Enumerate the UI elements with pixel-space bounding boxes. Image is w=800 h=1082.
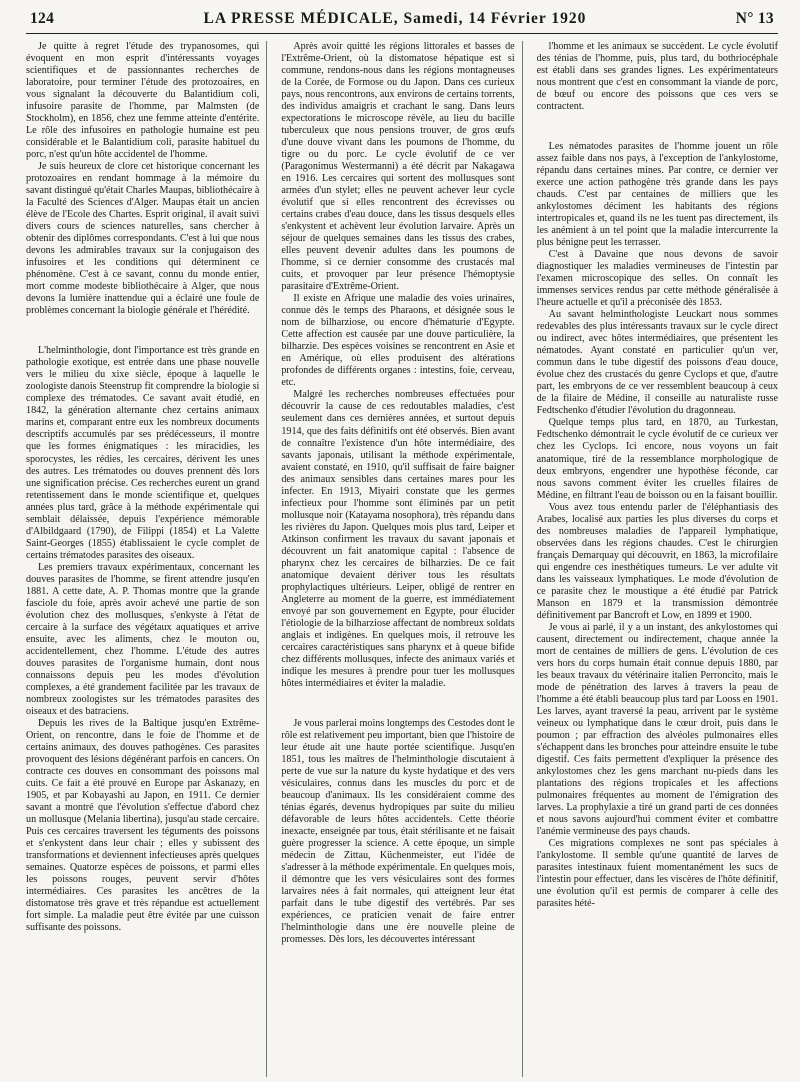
paragraph: Ces migrations complexes ne sont pas spéciales à l'ankylostome. Il semble qu'une quantité de larves de parasites intestinaux fuient momentanément les sucs de l'intestin pour effectuer, dans les viscères de l'hôte définitif, une évolution qu'il est permis de comparer à celle des parasites hété- <box>536 838 778 910</box>
column-1 <box>26 41 267 1077</box>
paragraph: Je vous parlerai moins longtemps des Cestodes dont le rôle est relativement peu important, bien que l'histoire de leur étude ait une haute portée scientifique. Jusqu'en 1851, tous les maîtres de l'helminthologie discutaient à perte de vue sur la nature du kyste hydatique et des vers vésiculaires, connus dans les muscles du porc et de beaucoup d'animaux. Ils les considéraient comme des ténias égarés, devenus hydropiques par suite du milieu défavorable de leurs hôtes accidentels. Cette théorie inexacte, enseignée par tous, était stérilisante et ne faisait guère progresser la science. A cette époque, un simple médecin de Zittau, Küchenmeister, eut l'idée de s'adresser à la méthode expérimentale. En quelques mois, il démontre que les vers vésiculaires sont des formes larvaires nées à fait normales, qui atteignent leur état parfait dans le tube digestif des vertébrés. Par ses expériences, ce praticien venait de faire entrer l'helminthologie dans une ère nouvelle pleine de promesses. Dès lors, les découvertes intéressant <box>281 717 515 946</box>
paragraph: Je quitte à regret l'étude des trypanosomes, qui évoquent en mon esprit d'intéressants voyages scientifiques et de passionnantes recherches de laboratoire, pour terminer l'étude des protozoaires, en vous signalant la découverte du Balantidium coli, infusoire parasite de l'homme, par Malmsten (de Stockholm), en 1856, chez une femme atteinte d'entérite. Le rôle des infusoires en pathologie humaine est peu considérable et le Balantidium coli, parasite habituel du porc, n'est qu'un hôte accidentel de l'homme. <box>26 41 260 161</box>
paragraph: l'homme et les animaux se succèdent. Le cycle évolutif des ténias de l'homme, puis, plus tard, du bothriocéphale est établi dans ses grandes lignes. Les expérimentateurs nous montrent que c'est en consommant la viande de porc, de bœuf ou encore des poissons que ces vers se contractent. <box>536 41 778 113</box>
paragraph: Quelque temps plus tard, en 1870, au Turkestan, Fedtschenko démontrait le cycle évolutif de ce curieux ver chez les Cyclops. Ici encore, nous voyons un fait anatomique, tiré de la ressemblance morphologique de deux embryons, engendrer une hypothèse féconde, car nous savons comment éviter les cruelles filaires de Médine, en filtrant l'eau de boisson ou en la faisant bouillir. <box>536 417 778 501</box>
paragraph: Je suis heureux de clore cet historique concernant les protozoaires en rendant hommage à la mémoire du savant distingué qu'était Charles Maupas, bibliothécaire à la Faculté des Sciences d'Alger. Maupas était un ancien élève de l'Ecole des Chartes. Esprit original, il avait suivi divers cours de sciences naturelles, sans chercher à obtenir des diplômes correspondants. C'est à lui que nous devons les admirables travaux sur la conjugaison des infusoires et les conditions qui déterminent ce phénomène. C'est à ce savant, connu du monde entier, mort comme modeste bibliothécaire à Alger, que nous devons la lumière inattendue qui a éclairé une foule de problèmes concernant la biologie générale et l'hérédité. <box>26 161 260 317</box>
paragraph: Les premiers travaux expérimentaux, concernant les douves parasites de l'homme, se firent attendre jusqu'en 1881. A cette date, A. P. Thomas montre que la grande fasciole du foie, après avoir achevé une partie de son évolution chez des mollusques, s'enkyste à l'état de cercaire à la surface des végétaux aquatiques et arrive ensuite, avec les aliments, chez le mouton ou, accidentellement, chez l'homme. L'étude des autres douves parasites de l'organisme humain, dont nous connaissons depuis peu les modes d'évolution complexes, a été grandement facilitée par les travaux de nombreux zoologistes sur les trématodes parasites des oiseaux et des batraciens. <box>26 561 260 717</box>
paragraph: L'helminthologie, dont l'importance est très grande en pathologie exotique, est entrée dans une phase nouvelle vers le milieu du xixe siècle, époque à laquelle le zoologiste danois Steenstrup fit comprendre la biologie si complexe des trématodes. Ce savant avait étudié, en 1842, la génération alternante chez certains animaux marins et, comparant entre eux les nombreux documents descriptifs accumulés par ses prédécesseurs, il montre que les formes énigmatiques : les miracidies, les sporocystes, les rédies, les cercaires, dérivent les unes des autres. Les trématodes ou douves prennent dès lors une signification précise. Ces recherches eurent un grand retentissement dans le monde scientifique et, quelques années plus tard, grâce à la méthode expérimentale qui semblait délaissée, depuis l'expérience mémorable d'Albildgaard (1790), de Filippi (1854) et La Valette Saint-Georges (1855) établissaient le cycle complet de certains trématodes parasites des oiseaux. <box>26 345 260 561</box>
paragraph: Depuis les rives de la Baltique jusqu'en Extrême-Orient, on rencontre, dans le foie de l'homme et de certains animaux, des douves pathogènes. Ces parasites provoquent des lésions dégénérant parfois en cancers. On contracte ces douves en consommant des poissons mal cuits. Ce fait a été prouvé en Europe par Askanazy, en 1905, et par Kobayashi au Japon, en 1911. Ce dernier savant a montré que l'évolution s'effectue d'abord chez un mollusque (Melania libertina), jusqu'au stade cercaire. Puis ces cercaires traversent les téguments des poissons et s'enkystent dans leur chair ; elles y subissent des transformations et deviennent infectieuses après quelques semaines. Quatorze espèces de poissons, et parmi elles les poissons rouges, peuvent servir d'hôtes intermédiaires. Ces parasites les ancêtres de la distomatose très grave et très répandue est actuellement fort simple. La maladie peut être évitée par une cuisson suffisante des poissons. <box>26 717 260 934</box>
paragraph: Malgré les recherches nombreuses effectuées pour découvrir la cause de ces redoutables maladies, c'est seulement dans ces dernières années, et surtout depuis 1914, que des faits définitifs ont été observés. Bien avant de connaître l'existence d'un hôte intermédiaire, des savants japonais, utilisant la méthode expérimentale, avaient constaté, en 1910, qu'il suffisait de faire baigner des animaux sensibles dans certaines mares pour les infecter. En 1913, Miyairi constate que les germes infectieux pour l'homme sont éliminés par un petit mollusque noir (Katayama nosophora), très répandu dans les rivières du Japon. Quelques mois plus tard, Leiper et Atkinson confirment les travaux du savant japonais et découvrent un fait anatomique capital : l'absence de pharynx chez les cercaires de bilharzies. De ce fait anatomique devaient dériver tous les résultats prophylactiques ultérieurs. Leiper, obligé de rentrer en Angleterre au moment de la guerre, est immédiatement envoyé par son gouvernement en Egypte, pour élucider l'étiologie de la bilharziose affectant de nombreux soldats anglais et indigènes. En quelques mois, il retrouve les cercaires caractéristiques sans pharynx et à queue bifide chez différents mollusques, infecte des animaux variés et indique les mesures à prendre pour tuer les mollusques hôtes intermédiaires et éviter la maladie. <box>281 389 515 689</box>
paragraph: Il existe en Afrique une maladie des voies urinaires, connue dès le temps des Pharaons, et désignée sous le nom de bilharziose, ou encore d'hématurie d'Egypte. Cette affection est causée par une douve particulière, la bilharzie. Des espèces voisines se rencontrent en Asie et en Amérique, où elles produisent des altérations profondes de différents organes : intestins, foie, cerveau, etc. <box>281 293 515 389</box>
paragraph: Je vous ai parlé, il y a un instant, des ankylostomes qui causent, directement ou indirectement, chaque année la mort de centaines de milliers de gens. L'évolution de ces vers hors du corps humain était connue depuis 1880, par les beaux travaux du vétérinaire italien Perroncito, mais le mode de pénétration des larves à travers la peau de l'homme a été établi beaucoup plus tard par Looss en 1901. Les larves, ayant traversé la peau, arrivent par le système veineux ou lymphatique dans le cœur droit, puis dans le poumon ; par effraction des alvéoles pulmonaires elles s'échappent dans les bronches pour atteindre ensuite le tube digestif. Ces faits permettent d'expliquer la présence des ankylostomes chez les gens marchant nu-pieds dans les plantations des régions tropicales et les affections pulmonaires fréquentes au moment de l'émigration des larves. La prophylaxie a tiré un grand parti de ces données et nous savons aujourd'hui comment éviter et combattre l'anémie vermineuse des pays chauds. <box>536 621 778 837</box>
column-3 <box>537 41 778 1077</box>
paragraph: Après avoir quitté les régions littorales et basses de l'Extrême-Orient, où la distomatose hépatique est si commune, rendons-nous dans les régions montagneuses de la Corée, de Formose ou du Japon. Dans ces curieux pays, nous rencontrons, aux environs de certains torrents, des individus amaigris et crachant le sang. Dans leurs expectorations le microscope révèle, au lieu du bacille tuberculeux que nous pensions trouver, de gros œufs d'une douve vivant dans les poumons de l'homme, du tigre ou du porc. Le cycle évolutif de ce ver (Paragonimus Westermanni) a été décrit par Nakagawa en 1916. Les cercaires qui sortent des mollusques sont armées d'un stylet; elles ne peuvent achever leur cycle évolutif que si elles rencontrent des écrevisses ou certains crabes d'eau douce, dans les tissus desquels elles s'enkystent et achèvent leur évolution larvaire. Après un séjour de quelques semaines dans les tissus des crabes, elles peuvent devenir adultes dans les poumons de l'homme, si ce dernier consomme des crustacés mal cuits, et provoquer par leur présence l'hémoptysie parasitaire d'Extrême-Orient. <box>281 41 515 293</box>
article-columns <box>26 41 778 1077</box>
page-header <box>26 10 778 34</box>
publication-title: LA PRESSE MÉDICALE, Samedi, 14 Février 1920 <box>203 10 587 27</box>
paragraph: Vous avez tous entendu parler de l'éléphantiasis des Arabes, localisé aux parties les plus diverses du corps et des nombreuses maladies de l'appareil lymphatique, observées dans les régions chaudes. C'est le chirurgien français Demarquay qui découvrit, en 1863, la microfilaire qui engendre ces inesthétiques tumeurs. Le ver adulte vit dans les vaisseaux lymphatiques. Le mode d'évolution de ce parasite chez le moustique a été étudié par Patrick Manson en 1879 et la transmission démontrée définitivement par Bancroft et Low, en 1899 et 1900. <box>536 501 778 621</box>
page-number: 124 <box>30 10 55 27</box>
paragraph: C'est à Davaine que nous devons de savoir diagnostiquer les maladies vermineuses de l'intestin par l'examen microscopique des selles. On connaît les immenses services rendus par cette méthode généralisée à l'heure actuelle et qu'il a préconisée dès 1853. <box>536 249 778 309</box>
paragraph: Les nématodes parasites de l'homme jouent un rôle assez faible dans nos pays, à l'exception de l'ankylostome, répandu dans certaines mines. Par contre, ce dernier ver exerce une action pathogène très grande dans les pays chauds. C'est par centaines de milliers que les ankylostomes déciment les habitants des régions intertropicales et, quand ils ne les tuent pas directement, ils les anémient à un tel point que la maladie intercurrente la plus bénigne peut les terrasser. <box>536 141 778 249</box>
issue-number: N° 13 <box>735 10 774 27</box>
paragraph: Au savant helminthologiste Leuckart nous sommes redevables des plus intéressants travaux sur le cycle direct ou indirect, avec hôtes intermédiaires, que présentent les nématodes. Ayant constaté en particulier qu'un ver, commun dans le tube digestif des poissons d'eau douce, évolue chez des crustacés du genre Cyclops et que, d'autre part, les embryons de ce ver ressemblent beaucoup à ceux de la filaire de Médine, il conseille au naturaliste russe Fedtschenko d'étudier l'évolution du dragonneau. <box>536 309 778 417</box>
column-2 <box>281 41 522 1077</box>
